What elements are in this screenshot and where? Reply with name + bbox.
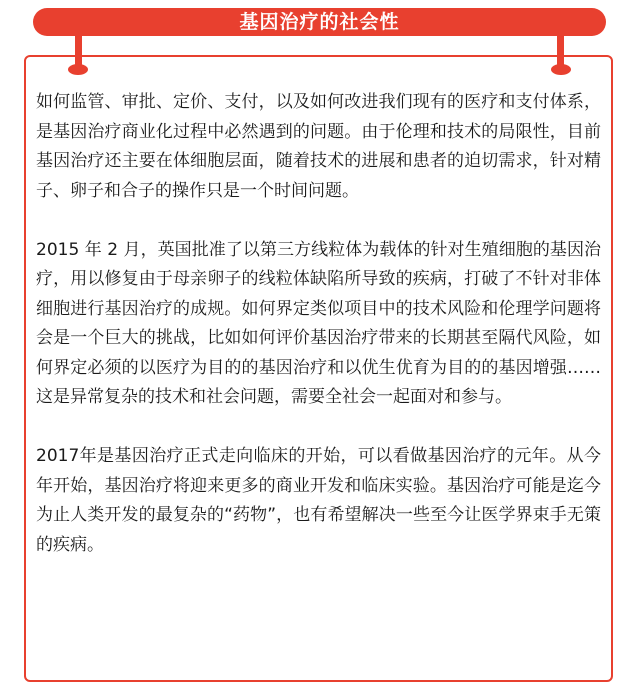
right-connector-dot [551, 64, 571, 75]
left-connector [75, 34, 82, 68]
left-connector-dot [68, 64, 88, 75]
right-connector [557, 34, 564, 68]
paragraph-2: 2015 年 2 月，英国批准了以第三方线粒体为载体的针对生殖细胞的基因治疗，用以修复由于母亲卵子的线粒体缺陷所导致的疾病，打破了不针对非体细胞进行基因治疗的成规。如何界定类似项目中的技术风险和伦理学问题将会是一个巨大的挑战，比如如何评价基因治疗带来的长期甚至隔代风险，如何界定必须的以医疗为目的的基因治疗和以优生优育为目的的基因增强……这是异常复杂的技术和社会问题，需要全社会一起面对和参与。 [36, 239, 601, 407]
paragraph-3: 2017年是基因治疗正式走向临床的开始，可以看做基因治疗的元年。从今年开始，基因治疗将迎来更多的商业开发和临床实验。基因治疗可能是迄今为止人类开发的最复杂的“药物”，也有希望解决一些至今让医学界束手无策的疾病。 [36, 446, 601, 555]
article-body [36, 88, 601, 560]
section-title: 基因治疗的社会性 [33, 8, 606, 36]
paragraph-1: 如何监管、审批、定价、支付，以及如何改进我们现有的医疗和支付体系，是基因治疗商业化过程中必然遇到的问题。由于伦理和技术的局限性，目前基因治疗还主要在体细胞层面，随着技术的进展和患者的迫切需求，针对精子、卵子和合子的操作只是一个时间问题。 [36, 92, 601, 201]
